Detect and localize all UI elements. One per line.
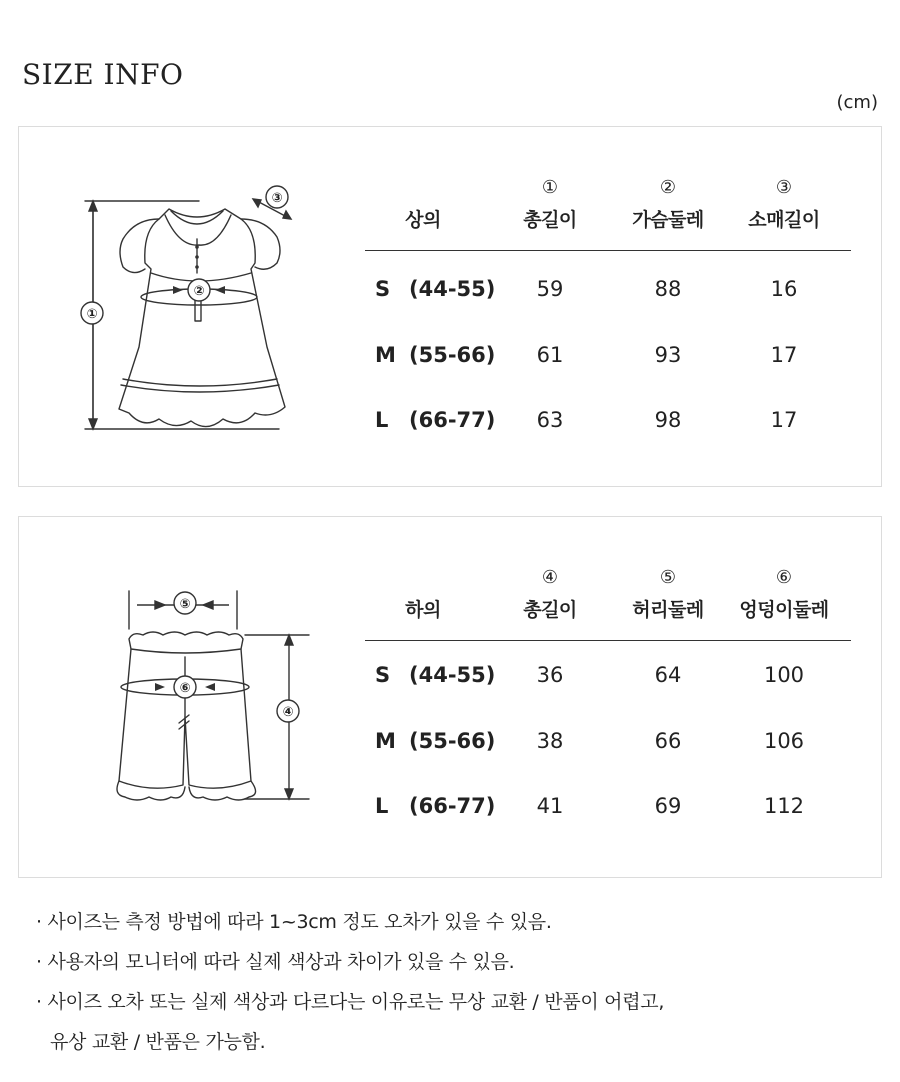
table-row xyxy=(365,343,851,373)
top-label: 상의 xyxy=(405,209,441,231)
top-col-1: 총길이 xyxy=(523,209,577,231)
value-cell: 64 xyxy=(654,663,682,687)
size-label: M xyxy=(375,343,396,367)
size-label: M xyxy=(375,729,396,753)
top-header-row xyxy=(365,205,851,235)
page-title: SIZE INFO xyxy=(22,58,184,91)
value-cell: 17 xyxy=(770,343,798,367)
top-num-1: ① xyxy=(541,177,559,198)
value-cell: 66 xyxy=(654,729,682,753)
bottom-header-row xyxy=(365,595,851,625)
dress-illustration xyxy=(19,127,359,488)
marker-6: ⑥ xyxy=(179,681,191,696)
value-cell: 38 xyxy=(536,729,564,753)
note-line: · 사이즈는 측정 방법에 따라 1~3cm 정도 오차가 있을 수 있음. xyxy=(36,911,552,933)
bottom-number-row xyxy=(365,567,851,591)
bottom-num-6: ⑥ xyxy=(775,567,793,588)
marker-4: ④ xyxy=(282,705,294,720)
table-row xyxy=(365,794,851,824)
note-line: 유상 교환 / 반품은 가능함. xyxy=(50,1031,266,1053)
marker-1: ① xyxy=(86,307,98,322)
bottom-num-5: ⑤ xyxy=(659,567,677,588)
size-label: S xyxy=(375,663,391,687)
value-cell: 106 xyxy=(763,729,805,753)
table-row xyxy=(365,277,851,307)
top-number-row xyxy=(365,177,851,201)
bottom-col-2: 허리둘레 xyxy=(632,599,704,621)
value-cell: 41 xyxy=(536,794,564,818)
value-cell: 59 xyxy=(536,277,564,301)
unit-label: (cm) xyxy=(836,92,878,113)
top-divider xyxy=(365,250,851,251)
value-cell: 16 xyxy=(770,277,798,301)
table-row xyxy=(365,408,851,438)
value-cell: 98 xyxy=(654,408,682,432)
size-range: (55-66) xyxy=(409,729,496,753)
bottom-label: 하의 xyxy=(405,599,441,621)
notes-section xyxy=(36,902,876,1062)
top-size-table xyxy=(365,127,851,486)
table-row xyxy=(365,729,851,759)
bottom-col-3: 엉덩이둘레 xyxy=(739,599,829,621)
size-range: (66-77) xyxy=(409,408,496,432)
value-cell: 88 xyxy=(654,277,682,301)
bottom-size-panel xyxy=(18,516,882,878)
top-col-3: 소매길이 xyxy=(748,209,820,231)
value-cell: 93 xyxy=(654,343,682,367)
value-cell: 61 xyxy=(536,343,564,367)
note-line: · 사용자의 모니터에 따라 실제 색상과 차이가 있을 수 있음. xyxy=(36,951,515,973)
size-label: L xyxy=(375,794,389,818)
value-cell: 36 xyxy=(536,663,564,687)
value-cell: 17 xyxy=(770,408,798,432)
value-cell: 100 xyxy=(763,663,805,687)
top-num-2: ② xyxy=(659,177,677,198)
value-cell: 63 xyxy=(536,408,564,432)
table-row xyxy=(365,663,851,693)
size-range: (44-55) xyxy=(409,277,496,301)
top-garment-figure xyxy=(19,127,359,486)
top-col-2: 가슴둘레 xyxy=(632,209,704,231)
bottom-divider xyxy=(365,640,851,641)
marker-2: ② xyxy=(193,284,205,299)
marker-3: ③ xyxy=(271,191,283,206)
value-cell: 69 xyxy=(654,794,682,818)
bottom-size-table xyxy=(365,517,851,877)
bottom-garment-figure xyxy=(19,517,359,877)
size-label: S xyxy=(375,277,391,301)
top-num-3: ③ xyxy=(775,177,793,198)
size-range: (44-55) xyxy=(409,663,496,687)
marker-5: ⑤ xyxy=(179,597,191,612)
top-size-panel xyxy=(18,126,882,487)
size-range: (66-77) xyxy=(409,794,496,818)
bottom-col-1: 총길이 xyxy=(523,599,577,621)
shorts-illustration xyxy=(19,517,359,879)
size-range: (55-66) xyxy=(409,343,496,367)
note-line: · 사이즈 오차 또는 실제 색상과 다르다는 이유로는 무상 교환 / 반품이 어렵고, xyxy=(36,991,665,1013)
bottom-num-4: ④ xyxy=(541,567,559,588)
value-cell: 112 xyxy=(763,794,805,818)
size-label: L xyxy=(375,408,389,432)
